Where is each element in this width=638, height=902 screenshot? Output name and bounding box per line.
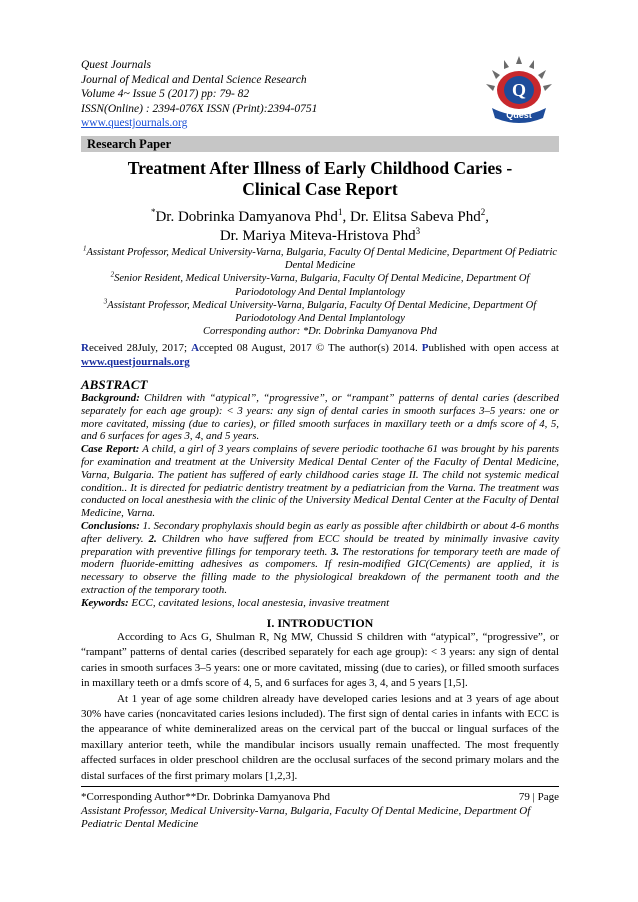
introduction-paragraph-1: According to Acs G, Shulman R, Ng MW, Chussid S children with “atypical”, “progressive”, or “rampant” patterns of dental caries (described separately for each age group): < 3 years: any sign of dental caries in smooth surfaces 3–5 years: one or more cavitated, missing (due to caries), or filled smooth surfaces in maxillary teeth or a dmfs score of 4, 5, and 6 surfaces for ages 3, 4, and 5 years [1,5]. xyxy=(81,631,559,690)
footer-divider xyxy=(81,786,559,787)
abstract-keywords: Keywords: ECC, cavitated lesions, local anestesia, invasive treatment xyxy=(81,596,390,609)
abstract-case-report: Case Report: A child, a girl of 3 years complains of severe periodic toothache 61 was brought by his parents for examination and treatment at the University Medical Dental Center of the Faculty of Dental Medicine, Varna, Bulgaria. The patient has suffered of early childhood caries stage II. The child not systemic medical condition.. It is directed for pediatric dentistry treatment by a pediatrician from the Varna. The treatment was conducted on local anesthesia with the clinic of the University Medical Dental Center at the Faculty of Dental Medicine, Varna. xyxy=(81,443,559,520)
author-3: Dr. Mariya Miteva-Hristova Phd xyxy=(219,228,416,244)
logo-text: Quest xyxy=(506,110,532,120)
journal-publisher: Quest Journals xyxy=(81,59,151,71)
paper-title: Treatment After Illness of Early Childhood Caries - Clinical Case Report xyxy=(127,158,513,199)
introduction-body xyxy=(81,630,559,784)
abstract-conclusions: Conclusions: 1. Secondary prophylaxis should begin as early as possible after childbirth or about 4-6 months after delivery. 2. Children who have suffered from ECC should be treated by minimally invasive cavity preparation with preventive fillings for temporary teeth. 3. The restorations for temporary teeth are made of modern fluoride-emitting adhesives as compomers. If resin-modified GIC(Cements) are applied, it is necessary to observe the filling made to the physiological breakdown of the permanent tooth and the extraction of the temporary tooth. xyxy=(81,519,560,596)
affiliation-1: $^1$Assistant Professor, Medical University-Varna, Bulgaria, Faculty Of Dental Medicine, Department Of Pediatric Dental Medicine xyxy=(82,244,558,272)
journal-header xyxy=(81,58,481,131)
abstract-heading: ABSTRACT xyxy=(81,377,148,392)
footer-corresponding: *Corresponding Author**Dr. Dobrinka Damyanova Phd xyxy=(81,791,330,803)
author-list xyxy=(81,208,559,246)
author-3-affil: 3 xyxy=(415,226,421,236)
affiliation-3: $^3$Assistant Professor, Medical University-Varna, Bulgaria, Faculty Of Dental Medicine, Department Of Pariodotology And Dental Implantology xyxy=(103,297,537,325)
author-star: * xyxy=(150,207,156,217)
introduction-paragraph-2: At 1 year of age some children already have developed caries lesions and at 3 years of age about 30% have caries (noncavitated caries lesions included). The first sign of dental caries in infants with ECC is the appearance of white demineralized areas on the cervical part of the buccal or lingual surfaces of the maxillary anterior teeth, while the mandibular incisors usually remain unaffected. The most frequently affected surfaces in older preschool children are the occlusal surfaces of the second primary molars and the distal surfaces of the first primary molars [1,2,3]. xyxy=(81,692,559,782)
quest-logo-icon xyxy=(482,52,556,128)
corresponding-author: Corresponding author: *Dr. Dobrinka Damyanova Phd xyxy=(202,326,438,338)
page-footer xyxy=(81,791,559,832)
abstract-section xyxy=(81,377,559,610)
author-sep: , xyxy=(485,209,490,225)
author-1-affil: 1 xyxy=(337,207,343,217)
introduction-heading: I. INTRODUCTION xyxy=(266,616,374,630)
footer-affiliation: Assistant Professor, Medical University-Varna, Bulgaria, Faculty Of Dental Medicine, Department Of Pediatric Dental Medicine xyxy=(81,804,531,830)
logo-letter: Q xyxy=(511,80,527,100)
author-1: Dr. Dobrinka Damyanova Phd xyxy=(155,209,338,225)
journal-website-link[interactable]: www.questjournals.org xyxy=(81,117,188,129)
journal-name: Journal of Medical and Dental Science Research xyxy=(81,73,307,86)
journal-issn: ISSN(Online) : 2394-076X ISSN (Print):2394-0751 xyxy=(81,102,318,115)
page-number: 79 | Page xyxy=(518,791,559,803)
abstract-background: Background: Children with “atypical”, “progressive”, or “rampant” patterns of dental caries (described separately for each age group): < 3 years: any sign of dental caries in smooth surfaces 3–5 years: one or more cavitated, missing (due to caries), or filled smooth surfaces in maxillary teeth or a dmfs score of 4, 5, and 6 surfaces for ages 3, 4, and 5 years. xyxy=(81,392,559,443)
section-label-bar xyxy=(81,136,559,152)
author-2-affil: 2 xyxy=(480,207,486,217)
affiliation-2: $^2$Senior Resident, Medical University-Varna, Bulgaria, Faculty Of Dental Medicine, Department Of Pariodotology And Dental Implantology xyxy=(110,270,530,298)
received-line: Received 28July, 2017; Accepted 08 August, 2017 © The author(s) 2014. Published with open access at www.questjournals.org xyxy=(81,342,559,368)
received-link[interactable]: www.questjournals.org xyxy=(81,356,190,368)
author-2: , Dr. Elitsa Sabeva Phd xyxy=(342,209,481,225)
journal-volume: Volume 4~ Issue 5 (2017) pp: 79- 82 xyxy=(81,88,250,100)
section-label: Research Paper xyxy=(87,137,172,151)
affiliations xyxy=(81,246,559,338)
